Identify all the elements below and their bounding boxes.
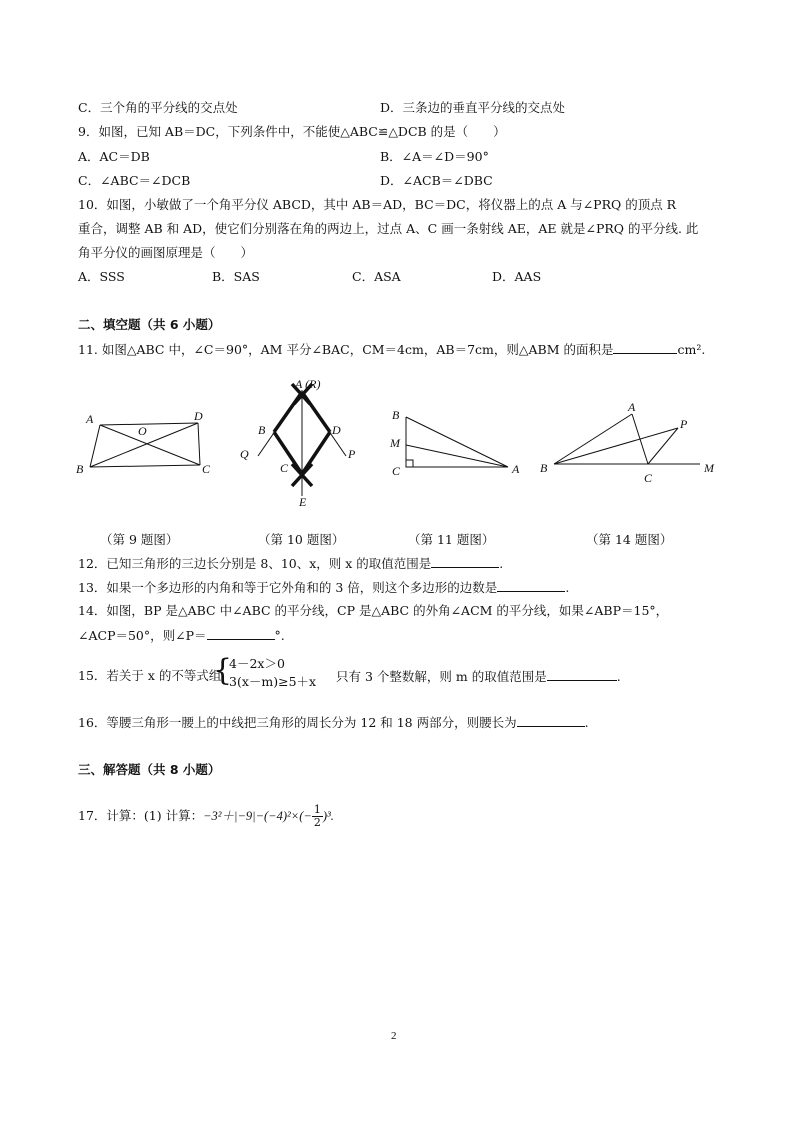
q10-option-d: D．AAS (492, 269, 542, 284)
q9-stem: 9．如图，已知 AB＝DC，下列条件中，不能使△ABC≌△DCB 的是（ ） (78, 124, 506, 139)
q10-line2: 重合，调整 AB 和 AD，使它们分别落在角的两边上，过点 A、C 画一条射线 AE，AE 就是∠PRQ 的平分线. 此 (78, 221, 699, 236)
fig14-label-a: A (628, 400, 636, 414)
q17-prefix: 17．计算：(1) 计算： (78, 808, 204, 823)
q17-fraction-numerator: 1 (313, 803, 321, 816)
fig10-label-d: D (332, 423, 341, 437)
q12-stem: 12．已知三角形的三边长分别是 8、10、x，则 x 的取值范围是 (78, 556, 432, 571)
q14-answer-blank[interactable] (207, 627, 275, 640)
q11-unit: cm². (677, 342, 706, 357)
q16-stem: 16．等腰三角形一腰上的中线把三角形的周长分为 12 和 18 两部分，则腰长为 (78, 715, 517, 730)
q15-inequality-1: 4－2x＞0 (229, 656, 285, 671)
q10-option-c: C．ASA (352, 269, 401, 284)
figure-9 (76, 405, 220, 480)
q9-option-b: B．∠A＝∠D＝90° (380, 149, 489, 164)
section-3-title: 三、解答题（共 8 小题） (78, 762, 221, 777)
fig14-segment-ba (554, 414, 632, 464)
fig11-segment-ba (406, 417, 508, 467)
fig9-label-o: O (138, 424, 147, 438)
q10-line3: 角平分仪的画图原理是（ ） (78, 245, 254, 260)
fig9-label-a: A (86, 412, 94, 426)
fig11-label-m: M (390, 436, 400, 450)
q13-answer-blank[interactable] (497, 579, 565, 592)
fig14-label-c: C (644, 471, 653, 485)
q15-suffix-wrap (336, 668, 621, 685)
page-number: 2 (391, 1030, 397, 1042)
q14-line1: 14．如图，BP 是△ABC 中∠ABC 的平分线，CP 是△ABC 的外角∠ACM 的平分线，如果∠ABP＝15°， (78, 603, 669, 618)
fig9-segment-dc (198, 423, 200, 465)
fig9-segment-ad (100, 423, 198, 425)
fig9-segment-bc (90, 465, 200, 467)
q12-text (78, 555, 503, 572)
fig10-label-q: Q (240, 447, 249, 461)
q15-inequality-2: 3(x－m)≥5＋x (229, 674, 317, 689)
fig10-arm-dc (302, 432, 330, 474)
q11-text (78, 341, 705, 358)
fig11-label-a: A (512, 462, 520, 476)
fig10-label-e: E (299, 495, 307, 509)
q13-text (78, 579, 569, 596)
fig14-label-b: B (540, 461, 548, 475)
q17-fraction (312, 804, 323, 829)
q11-stem: 11. 如图△ABC 中，∠C＝90°，AM 平分∠BAC，CM＝4cm，AB＝7cm，则△ABM 的面积是 (78, 342, 614, 357)
q13-stem: 13．如果一个多边形的内角和等于它外角和的 3 倍，则这个多边形的边数是 (78, 580, 498, 595)
q10-option-a: A．SSS (78, 269, 125, 284)
figure-10 (240, 378, 370, 508)
fig9-segment-ac (100, 425, 200, 465)
fig10-label-ar: A (R) (295, 377, 321, 391)
fig11-right-angle-mark (406, 460, 413, 467)
q13-end: . (565, 580, 570, 595)
fig14-segment-bp (554, 428, 678, 464)
q15-brace: { (213, 653, 233, 688)
fig14-caption: （第 14 题图） (586, 532, 673, 547)
q10-line1: 10．如图，小敏做了一个角平分仪 ABCD，其中 AB＝AD，BC＝DC，将仪器上的点 A 与∠PRQ 的顶点 R (78, 197, 677, 212)
fig11-label-c: C (392, 464, 401, 478)
q17-fraction-denominator: 2 (313, 816, 321, 829)
fig11-segment-ma (406, 445, 508, 467)
q17-line (78, 802, 334, 830)
fig9-label-d: D (194, 409, 203, 423)
q12-answer-blank[interactable] (431, 555, 499, 568)
fig10-label-c: C (280, 461, 289, 475)
q11-answer-blank[interactable] (613, 341, 677, 354)
fig9-segment-ab (90, 425, 100, 467)
q9-option-d: D．∠ACB＝∠DBC (380, 173, 493, 188)
q16-end: . (584, 715, 589, 730)
fig10-label-b: B (258, 423, 266, 437)
fig14-segment-cp (648, 428, 678, 464)
q17-expression: −3²＋|−9|−(−4)²×(− (203, 809, 312, 823)
fig10-label-p: P (348, 447, 356, 461)
q8-option-c: C．三个角的平分线的交点处 (78, 100, 238, 115)
q9-option-c: C．∠ABC＝∠DCB (78, 173, 191, 188)
q15-end: . (616, 669, 621, 684)
q14-end: °. (274, 628, 285, 643)
q12-end: . (499, 556, 504, 571)
fig9-caption: （第 9 题图） (100, 532, 179, 547)
q8-option-d: D．三条边的垂直平分线的交点处 (380, 100, 566, 115)
fig9-label-c: C (202, 462, 211, 476)
figure-11 (390, 405, 530, 480)
q16-answer-blank[interactable] (517, 714, 585, 727)
q14-line2: ∠ACP＝50°，则∠P＝ (78, 628, 207, 643)
section-2-title: 二、填空题（共 6 小题） (78, 317, 221, 332)
fig11-caption: （第 11 题图） (408, 532, 495, 547)
fig11-label-b: B (392, 408, 400, 422)
q14-line2-wrap (78, 627, 285, 644)
q9-option-a: A．AC＝DB (78, 149, 150, 164)
q10-option-b: B．SAS (212, 269, 260, 284)
fig14-label-m: M (704, 461, 714, 475)
fig9-label-b: B (76, 462, 84, 476)
q17-expression-end: )³. (322, 809, 334, 823)
fig14-label-p: P (680, 417, 688, 431)
figure-14 (540, 400, 730, 490)
fig10-caption: （第 10 题图） (258, 532, 345, 547)
q16-text (78, 714, 589, 731)
q15-answer-blank[interactable] (547, 668, 617, 681)
q15-suffix: 只有 3 个整数解，则 m 的取值范围是 (336, 669, 547, 684)
q15-prefix: 15．若关于 x 的不等式组 (78, 668, 222, 683)
